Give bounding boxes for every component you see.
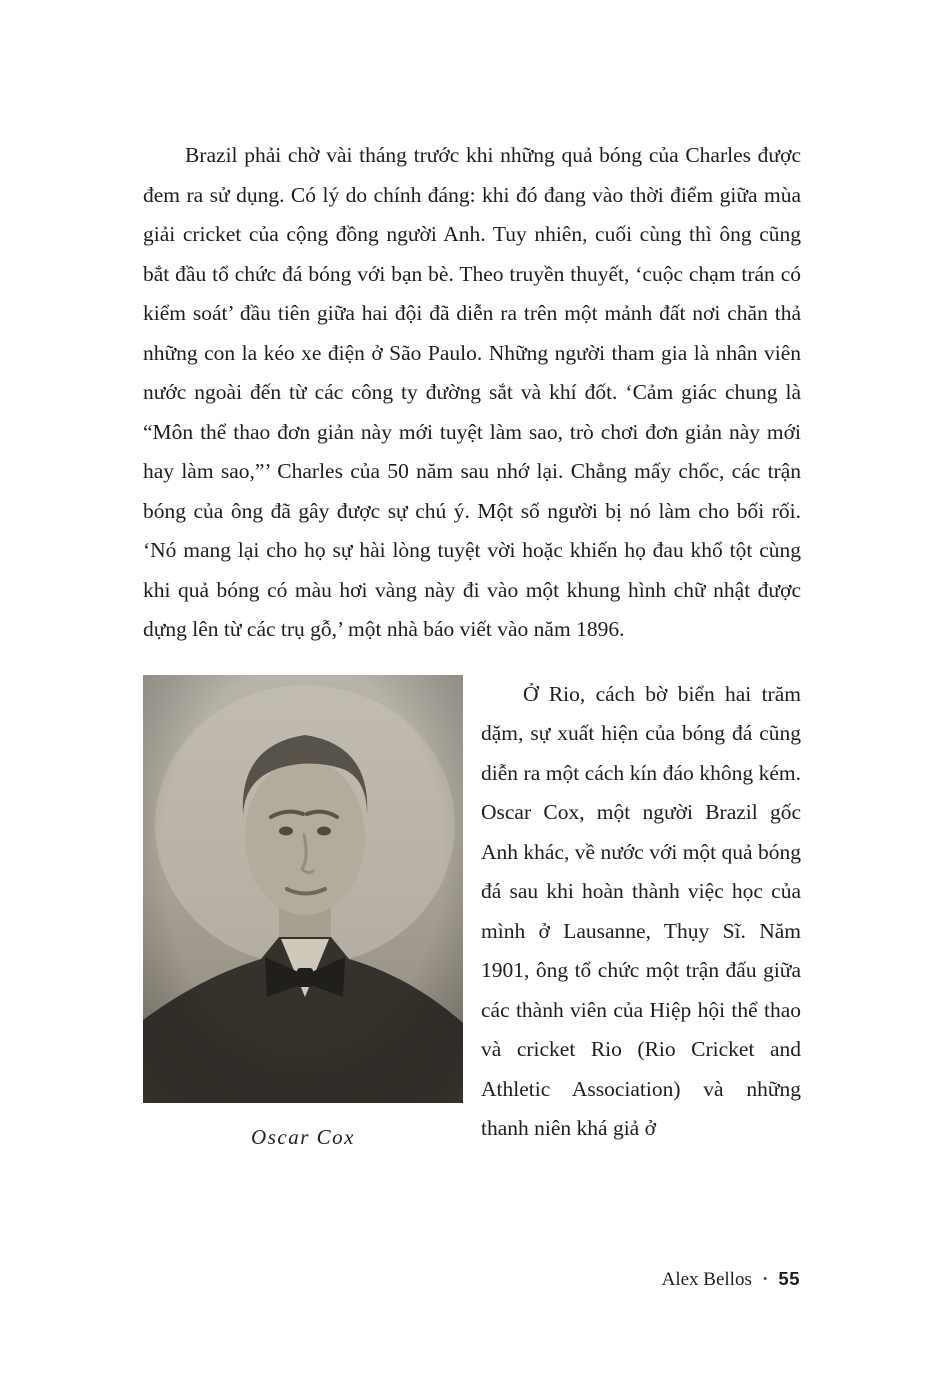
paragraph-main: Brazil phải chờ vài tháng trước khi những quả bóng của Charles được đem ra sử dụng. Có lý do chính đáng: khi đó đang vào thời điểm giữa mùa giải cricket của cộng đồng người Anh. Tuy nhiên, cuối cùng thì ông cũng bắt đầu tổ chức đá bóng với bạn bè. Theo truyền thuyết, ‘cuộc chạm trán có kiểm soát’ đầu tiên giữa hai đội đã diễn ra trên một mảnh đất nơi chăn thả những con la kéo xe điện ở São Paulo. Những người tham gia là nhân viên nước ngoài đến từ các công ty đường sắt và khí đốt. ‘Cảm giác chung là “Môn thể thao đơn giản này mới tuyệt làm sao, trò chơi đơn giản này mới hay làm sao,”’ Charles của 50 năm sau nhớ lại. Chẳng mấy chốc, các trận bóng của ông đã gây được sự chú ý. Một số người bị nó làm cho bối rối. ‘Nó mang lại cho họ sự hài lòng tuyệt vời hoặc khiến họ đau khổ tột cùng khi quả bóng có màu hơi vàng này đi vào một khung hình chữ nhật được dựng lên từ các trụ gỗ,’ một nhà báo viết vào năm 1896. <box>143 143 801 641</box>
page-number: 55 <box>778 1268 800 1289</box>
footer-author: Alex Bellos <box>661 1269 752 1290</box>
page-content <box>143 136 801 1150</box>
page-footer <box>662 1268 800 1291</box>
oscar-cox-portrait-photo <box>143 675 463 1103</box>
photo-caption: Oscar Cox <box>251 1124 355 1149</box>
paragraph-side: Ở Rio, cách bờ biển hai trăm dặm, sự xuất hiện của bóng đá cũng diễn ra một cách kín đáo không kém. Oscar Cox, một người Brazil gốc Anh khác, về nước với một quả bóng đá sau khi hoàn thành việc học của mình ở Lausanne, Thụy Sĩ. Năm 1901, ông tổ chức một trận đấu giữa các thành viên của Hiệp hội thể thao và cricket Rio (Rio Cricket and Athletic Association) và những thanh niên khá giả ở <box>481 681 801 1140</box>
footer-separator-dot: • <box>762 1271 768 1286</box>
photo-figure <box>143 675 463 1150</box>
photo-text-row <box>143 675 801 1150</box>
